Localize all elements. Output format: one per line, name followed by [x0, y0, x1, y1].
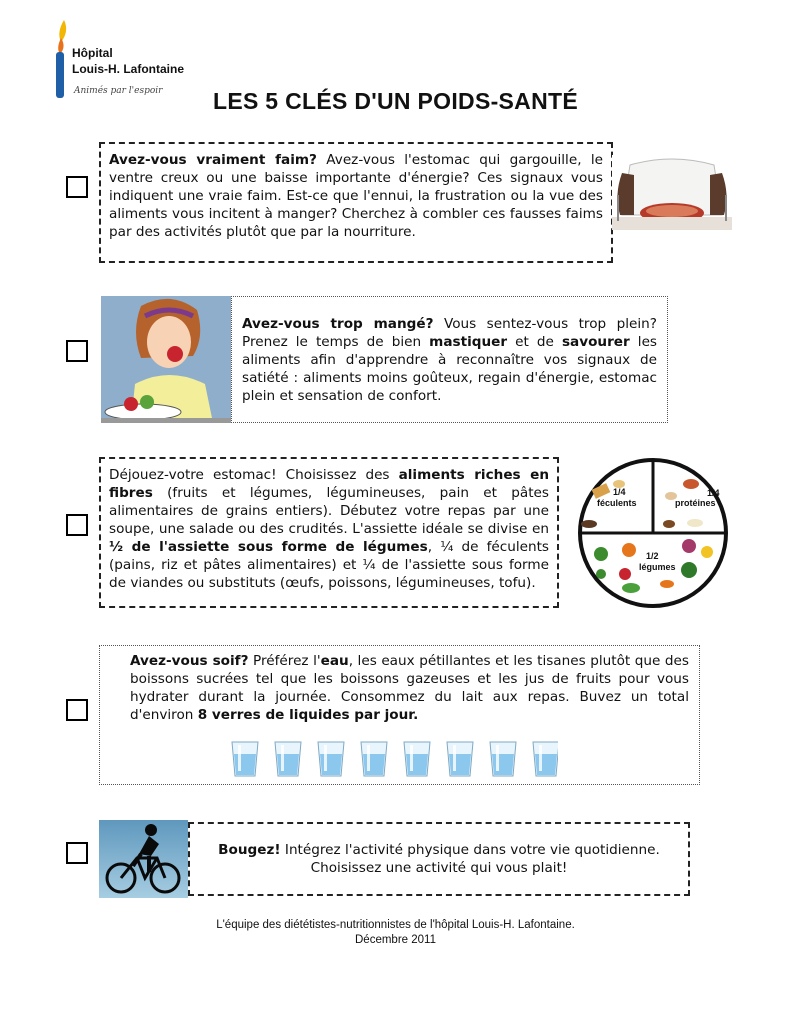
checkbox-faim[interactable] [66, 176, 88, 198]
mange-lead: Avez-vous trop mangé? [242, 316, 434, 332]
water-glass-icon [361, 742, 387, 776]
mange-text-3: les aliments afin d'apprendre à reconnaître vos signaux de satiété : aliments moins goûteux, regain d'énergie, estomac plein et sensation de confort. [242, 334, 658, 404]
estomac-bold-fibres: aliments riches en fibres [109, 467, 550, 501]
page-title: LES 5 CLÉS D'UN POIDS-SANTÉ [212, 88, 578, 114]
checkbox-bougez[interactable] [66, 842, 88, 864]
water-glasses-icon [228, 740, 558, 780]
soif-text-1: Préférez l' [248, 653, 321, 669]
footer-line2: Décembre 2011 [355, 934, 436, 946]
section-mange [231, 296, 668, 423]
checkbox-mange[interactable] [66, 340, 88, 362]
logo-name-line2: Louis-H. Lafontaine [72, 62, 184, 76]
plate-label-feculents: féculents [597, 498, 637, 508]
water-glass-icon [490, 742, 516, 776]
soif-bold-eau: eau [320, 653, 349, 669]
ideal-plate-diagram [571, 458, 736, 608]
footer-line1: L'équipe des diététistes-nutritionnistes de l'hôpital Louis-H. Lafontaine. [216, 919, 575, 931]
checkbox-soif[interactable] [66, 699, 88, 721]
estomac-text-2: (fruits et légumes, légumineuses, pain et pâtes alimentaires de grains entiers). Débutez votre repas par une soupe, une salade ou des crudités. L'assiette idéale se divise en [109, 485, 549, 537]
mange-text-1: Vous sentez-vous trop plein? Prenez le temps de bien [242, 316, 657, 350]
bougez-lead: Bougez! [218, 842, 281, 858]
bougez-text: Intégrez l'activité physique dans votre vie quotidienne. [280, 842, 660, 858]
water-glass-icon [447, 742, 473, 776]
checkbox-estomac[interactable] [66, 514, 88, 536]
plate-frac-proteines: 1/4 [707, 488, 720, 498]
faim-lead: Avez-vous vraiment faim? [109, 152, 317, 168]
bougez-line2: Choisissez une activité qui vous plait! [310, 860, 568, 876]
plate-icon [571, 458, 736, 608]
mange-text-2: et de [507, 334, 562, 350]
cyclist-illustration [99, 820, 188, 898]
plate-label-proteines: protéines [675, 498, 716, 508]
cyclist-icon [99, 820, 188, 898]
footer [0, 918, 791, 948]
section-estomac [99, 457, 559, 608]
estomac-text-3: , ¼ de féculents (pains, riz et pâtes alimentaires) et ¼ de l'assiette sous forme de viandes ou substituts (œufs, poissons, légumineuses, tofu). [109, 539, 550, 591]
logo-name-line1: Hôpital [72, 46, 113, 60]
woman-eating-illustration [101, 296, 231, 423]
plate-frac-legumes: 1/2 [646, 551, 659, 561]
mange-bold-savourer: savourer [561, 334, 630, 350]
man-eating-icon [612, 155, 732, 230]
water-glasses-row [228, 740, 558, 780]
mange-bold-mastiquer: mastiquer [429, 334, 508, 350]
faim-text: Avez-vous l'estomac qui gargouille, le ventre creux ou une baisse importante d'énergie? Ces signaux vous indiquent une vraie faim. Est-ce que l'ennui, la frustration ou la vue des aliments vous incitent à manger? Cherchez à combler ces fausses faims par des activités plutôt que par la nourriture. [109, 152, 604, 240]
water-glass-icon [318, 742, 344, 776]
estomac-text-1: Déjouez-votre estomac! Choisissez des [109, 467, 399, 483]
man-eating-illustration [612, 155, 732, 230]
section-faim [99, 142, 613, 263]
logo-tagline: Animés par l'espoir [74, 86, 163, 96]
plate-frac-feculents: 1/4 [613, 487, 626, 497]
water-glass-icon [533, 742, 558, 776]
plate-label-legumes: légumes [639, 562, 676, 572]
section-bougez [188, 822, 690, 896]
soif-text-2: , les eaux pétillantes et les tisanes plutôt que des boissons sucrées tel que les boissons gazeuses et les jus de fruits pour vous hydrater durant la journée. Consommez du lait aux repas. Buvez un total d'environ [130, 653, 689, 723]
woman-eating-icon [101, 296, 231, 423]
soif-bold-verres: 8 verres de liquides par jour. [197, 707, 419, 723]
estomac-bold-legumes: ½ de l'assiette sous forme de légumes [109, 539, 428, 555]
water-glass-icon [404, 742, 430, 776]
soif-lead: Avez-vous soif? [130, 653, 249, 669]
water-glass-icon [275, 742, 301, 776]
water-glass-icon [232, 742, 258, 776]
